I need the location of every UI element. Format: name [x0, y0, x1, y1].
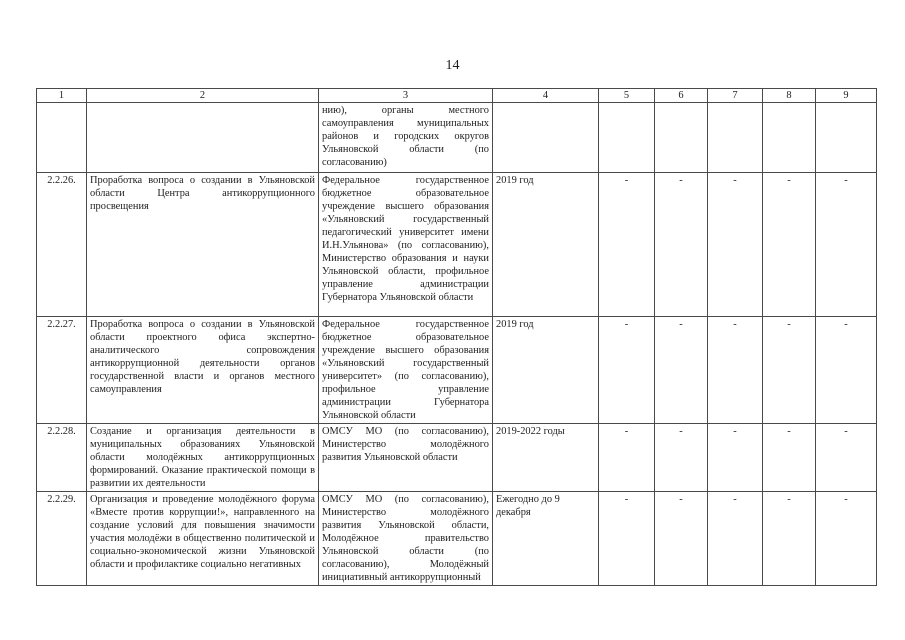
item-col-8: -: [763, 424, 816, 492]
item-executors: нию), органы местного самоуправления муниципальных районов и городских округов Ульяновской области (по согласованию): [319, 103, 493, 173]
header-col-2: 2: [87, 89, 319, 103]
item-term: Ежегодно до 9 декабря: [493, 492, 599, 586]
item-col-8: -: [763, 317, 816, 424]
item-measure: Проработка вопроса о создании в Ульяновской области Центра антикоррупционного просвещения: [87, 173, 319, 317]
item-col-5: -: [599, 492, 655, 586]
item-col-5: -: [599, 424, 655, 492]
header-col-7: 7: [708, 89, 763, 103]
table-row: [37, 492, 877, 586]
item-col-7: -: [708, 492, 763, 586]
item-term: [493, 103, 599, 173]
item-col-8: [763, 103, 816, 173]
header-col-9: 9: [816, 89, 877, 103]
table-row: [37, 424, 877, 492]
item-executors: Федеральное государственное бюджетное образовательное учреждение высшего образования «Ульяновский государственный университет» (по согласованию), профильное управление администрации Губернатора Ульяновской области: [319, 317, 493, 424]
table-row: [37, 103, 877, 173]
item-col-5: [599, 103, 655, 173]
page-number: 14: [445, 58, 460, 73]
item-col-7: -: [708, 173, 763, 317]
item-col-9: -: [816, 424, 877, 492]
header-col-8: 8: [763, 89, 816, 103]
header-col-4: 4: [493, 89, 599, 103]
item-number: 2.2.27.: [37, 317, 87, 424]
header-col-3: 3: [319, 89, 493, 103]
item-col-9: -: [816, 492, 877, 586]
header-row: [37, 89, 877, 103]
item-term: 2019 год: [493, 317, 599, 424]
table-row: [37, 317, 877, 424]
item-col-5: -: [599, 173, 655, 317]
item-col-6: [655, 103, 708, 173]
item-measure: Проработка вопроса о создании в Ульяновской области проектного офиса экспертно-аналитического сопровождения антикоррупционной деятельности органов государственной власти и органов местного самоуправления: [87, 317, 319, 424]
item-measure: [87, 103, 319, 173]
item-col-7: -: [708, 424, 763, 492]
item-col-6: -: [655, 492, 708, 586]
item-col-9: [816, 103, 877, 173]
item-col-6: -: [655, 317, 708, 424]
item-col-5: -: [599, 317, 655, 424]
item-number: 2.2.29.: [37, 492, 87, 586]
item-executors: Федеральное государственное бюджетное образовательное учреждение высшего образования «Ульяновский государственный педагогический университет имени И.Н.Ульянова» (по согласованию), Министерство образования и науки Ульяновской области, профильное управление администрации Губернатора Ульяновской области: [319, 173, 493, 317]
item-number: [37, 103, 87, 173]
measures-table: [36, 88, 877, 586]
item-measure: Организация и проведение молодёжного форума «Вместе против коррупции!», направленного на создание условий для повышения значимости участия молодёжи в общественно политической и социально-экономической жизни Ульяновской области и профилактике социально негативных: [87, 492, 319, 586]
item-col-8: -: [763, 492, 816, 586]
header-col-1: 1: [37, 89, 87, 103]
header-col-6: 6: [655, 89, 708, 103]
item-col-7: [708, 103, 763, 173]
item-col-8: -: [763, 173, 816, 317]
item-executors: ОМСУ МО (по согласованию), Министерство молодёжного развития Ульяновской области, Молодёжное правительство Ульяновской области (по согласованию), Молодёжный инициативный антикоррупционный: [319, 492, 493, 586]
item-number: 2.2.26.: [37, 173, 87, 317]
item-executors: ОМСУ МО (по согласованию), Министерство молодёжного развития Ульяновской области: [319, 424, 493, 492]
item-col-6: -: [655, 424, 708, 492]
item-term: 2019 год: [493, 173, 599, 317]
item-col-7: -: [708, 317, 763, 424]
table-row: [37, 173, 877, 317]
item-measure: Создание и организация деятельности в муниципальных образованиях Ульяновской области молодёжных антикоррупционных формирований. Оказание практической помощи в развитии их деятельности: [87, 424, 319, 492]
item-number: 2.2.28.: [37, 424, 87, 492]
item-col-6: -: [655, 173, 708, 317]
item-col-9: -: [816, 173, 877, 317]
header-col-5: 5: [599, 89, 655, 103]
item-col-9: -: [816, 317, 877, 424]
item-term: 2019-2022 годы: [493, 424, 599, 492]
